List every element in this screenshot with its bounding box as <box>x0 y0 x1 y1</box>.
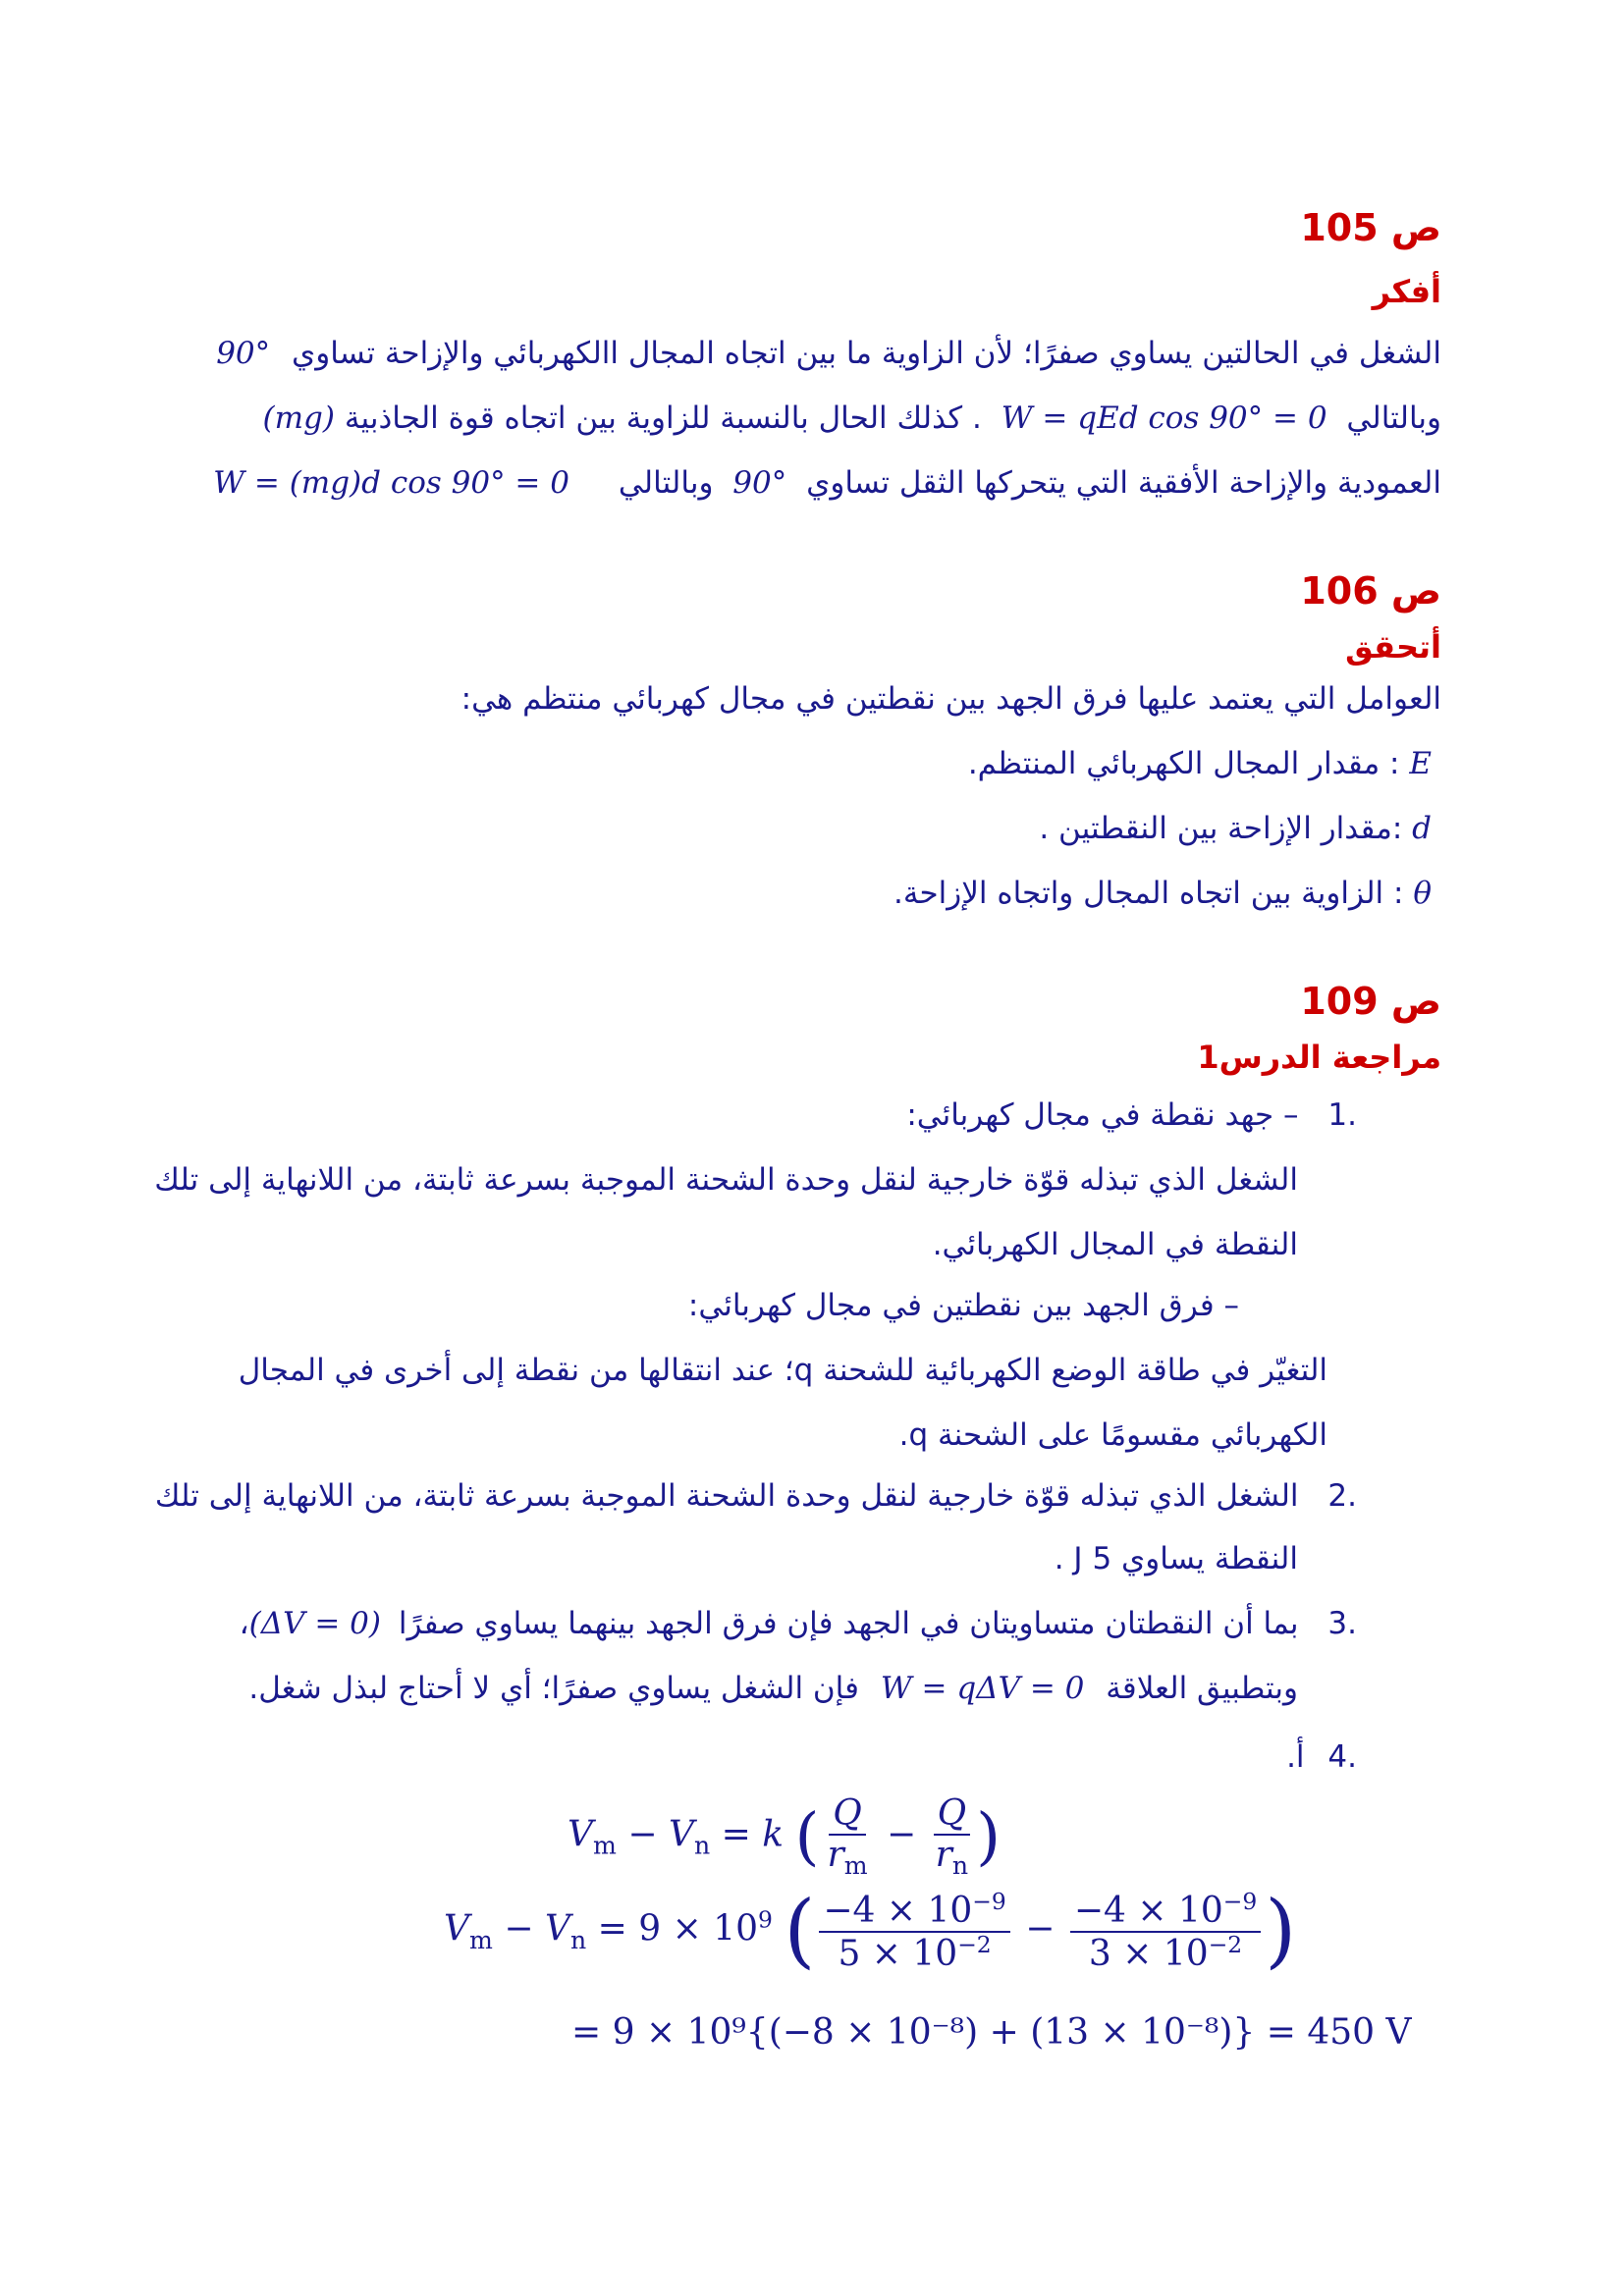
s105-line-3-text: العمودية والإزاحة الأفقية التي يتحركها الثقل تساوي <box>806 465 1441 501</box>
s105-line-3-eq: W = (mg)d cos 90° = 0 <box>213 465 569 501</box>
eq2-num2: −4 × 10 <box>1073 1891 1223 1931</box>
q3-line-2 <box>248 1671 1298 1706</box>
lesson-review-heading: مراجعة الدرس1 <box>1197 1039 1441 1076</box>
s105-line-2 <box>263 400 1441 436</box>
s105-line-2-a: وبالتالي <box>1346 400 1441 436</box>
s106-factor-theta <box>893 876 1432 911</box>
q1 <box>906 1097 1357 1133</box>
q4-number: .4 <box>1327 1739 1357 1775</box>
q2-line-1: الشغل الذي تبذله قوّة خارجية لنقل وحدة الشحنة الموجبة بسرعة ثابتة، من اللانهاية إلى تلك <box>154 1478 1299 1514</box>
q1-b-line-2: الكهربائي مقسومًا على الشحنة q. <box>898 1417 1327 1453</box>
s105-line-2-b: . كذلك الحال بالنسبة للزاوية بين اتجاه قوة الجاذبية <box>344 400 982 436</box>
s105-line-1-text: الشغل في الحالتين يساوي صفرًا؛ لأن الزاوية ما بين اتجاه المجال االكهربائي والإزاحة تساوي <box>292 336 1441 371</box>
eq2-den2: 3 × 10 <box>1088 1933 1209 1974</box>
q3-line-1: بما أن النقطتان متساويتان في الجهد فإن فرق الجهد بينهما يساوي صفرًا <box>398 1606 1299 1641</box>
q4 <box>1286 1739 1357 1775</box>
q1-b-line-1: التغيّر في طاقة الوضع الكهربائية للشحنة q؛ عند انتقالها من نقطة إلى أخرى في المجال <box>238 1353 1327 1388</box>
s106-factor-theta-text: : الزاوية بين اتجاه المجال واتجاه الإزاحة. <box>893 876 1404 911</box>
q1-a-title: – جهد نقطة في مجال كهربائي: <box>906 1097 1299 1133</box>
s105-line-3-b: وبالتالي <box>618 465 714 501</box>
q1-number: .1 <box>1327 1097 1357 1133</box>
s105-line-2-eq: W = qEd cos 90° = 0 <box>1001 400 1327 436</box>
eq2-dexp1: −2 <box>957 1930 992 1958</box>
s106-factor-e-text: : مقدار المجال الكهربائي المنتظم. <box>967 746 1400 781</box>
s106-factor-d-text: :مقدار الإزاحة بين النقطتين . <box>1039 811 1403 846</box>
s105-line-1-angle: 90° <box>216 336 271 371</box>
eq2-num1: −4 × 10 <box>823 1891 973 1931</box>
eq2-den1: 5 × 10 <box>838 1933 958 1974</box>
q3-delta-v: (ΔV = 0) <box>248 1606 381 1641</box>
q3-comma: ، <box>239 1606 249 1641</box>
q3-line-2-b: فإن الشغل يساوي صفرًا؛ أي لا أحتاج لبذل شغل. <box>248 1671 859 1706</box>
q2-number: .2 <box>1327 1478 1357 1514</box>
q3-number: .3 <box>1327 1606 1357 1641</box>
q4-label: أ. <box>1286 1739 1305 1775</box>
q1-a-line-1: الشغل الذي تبذله قوّة خارجية لنقل وحدة الشحنة الموجبة بسرعة ثابتة، من اللانهاية إلى تلك <box>154 1162 1298 1198</box>
verify-heading: أتحقق <box>1345 628 1441 666</box>
q2-line-2: النقطة يساوي 5 J . <box>1054 1541 1298 1576</box>
q3 <box>240 1606 1357 1641</box>
q3-work-eq: W = qΔV = 0 <box>880 1671 1085 1706</box>
s106-intro: العوامل التي يعتمد عليها فرق الجهد بين نقطتين في مجال كهربائي منتظم هي: <box>460 681 1441 717</box>
s105-line-1 <box>216 336 1441 371</box>
page-106-title: ص 106 <box>1300 569 1441 613</box>
q2 <box>155 1478 1357 1514</box>
s106-factor-theta-symbol: θ <box>1413 876 1432 911</box>
eq2-exp2: −9 <box>1222 1888 1258 1915</box>
s106-factor-d <box>1039 811 1432 846</box>
q1-a-line-2: النقطة في المجال الكهربائي. <box>932 1227 1298 1262</box>
equation-1: $V_m - V_n = k$ ( $\frac{Q}{r_m}$ − $\frac{Q}{r_n}$ ) <box>568 1793 1001 1880</box>
s105-line-3-angle: 90° <box>732 465 787 501</box>
eq2-exp1: −9 <box>972 1888 1006 1915</box>
s106-factor-e <box>968 746 1432 781</box>
q3-line-2-a: وبتطبيق العلاقة <box>1106 1671 1298 1706</box>
page-105-title: ص 105 <box>1300 206 1441 249</box>
equation-2: $V_m - V_n = 9 \times 10^9$ ( $\frac{-4 \times 10^{-9}}{5 \times 10^{-2}}$ − $\frac{-4 \times 10^{-9}}{3 \times 10^{-2}}$ ) <box>444 1884 1297 1978</box>
page-109-title: ص 109 <box>1300 980 1441 1023</box>
s106-factor-d-symbol: d <box>1412 811 1432 846</box>
equation-3: = 9 × 10⁹{(−8 × 10⁻⁸) + (13 × 10⁻⁸)} = 450 V <box>571 2012 1412 2053</box>
s105-line-2-mg: (mg) <box>262 400 335 436</box>
eq2-dexp2: −2 <box>1208 1930 1243 1958</box>
think-heading: أفكر <box>1372 273 1441 310</box>
q1-b-title: – فرق الجهد بين نقطتين في مجال كهربائي: <box>687 1288 1239 1323</box>
s106-factor-e-symbol: E <box>1409 746 1432 781</box>
s105-line-3 <box>213 465 1441 501</box>
